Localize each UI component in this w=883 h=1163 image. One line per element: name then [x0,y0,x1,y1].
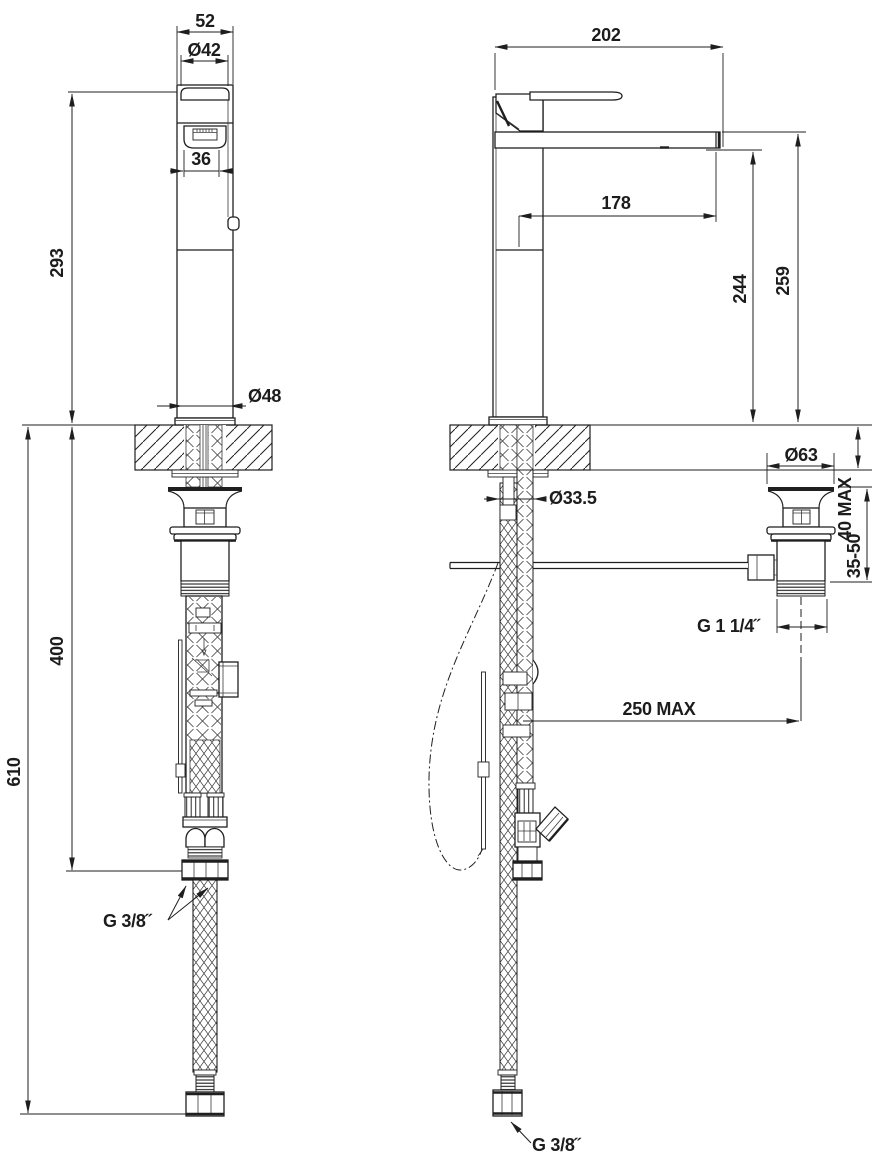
dim-top-width: 52 [195,11,215,31]
dim-height-above-deck: 293 [47,248,67,278]
front-view-dimensions [4,11,281,1114]
popup-waste-side [748,489,835,721]
supply-nut-dome [186,829,205,848]
flexible-supply-hose [193,880,217,1072]
shank-nut [500,505,516,520]
dim-flex-hose-reach: 400 [47,636,67,666]
dim-height-spout-underside: 244 [730,274,750,304]
dim-mounting-hole-diameter: Ø33.5 [549,488,597,508]
hex-nut [182,860,228,880]
popup-waste-front [168,489,242,596]
popup-pull-rod [179,640,183,764]
countertop-front [135,425,272,487]
dim-supply-thread-side: G 3/8˝ [532,1135,581,1155]
under-counter-front [176,596,238,1116]
pull-rod-side [482,672,486,762]
faucet-body-side [489,92,720,425]
dim-supply-thread-front: G 3/8˝ [103,911,152,931]
linkage-bump [533,660,538,684]
waste-thread [181,581,229,596]
control-cable-path [429,563,498,870]
spout [495,132,720,148]
dim-handle-diameter: Ø42 [187,40,221,60]
dim-spout-reach: 178 [601,193,631,213]
threaded-shank [186,425,200,487]
dim-height-overall: 259 [773,266,793,296]
dim-base-diameter: Ø48 [248,386,282,406]
faucet-body-front [175,85,239,425]
dim-waste-flange-diameter: Ø63 [784,445,818,465]
hose-end-nut-side [493,1090,522,1116]
hose-connector [185,797,200,817]
dim-overall-under-reach: 610 [4,757,24,787]
hose-connector [208,797,223,817]
dim-deck-thickness-max: 40 MAX [835,477,855,541]
dim-waste-thread: G 1 1/4˝ [697,616,760,636]
popup-horizontal-rod [450,563,748,569]
linkage-block [219,662,238,697]
valve-nut [513,861,542,880]
rod-joint-block [748,555,774,580]
dim-waste-height-range: 35-50 [844,533,864,579]
under-counter-side [429,425,568,1116]
handle-cap [181,88,229,100]
threaded-shank [208,425,222,487]
lever-handle [530,92,622,100]
dim-aerator-width: 36 [191,149,211,169]
dim-rod-reach-max: 250 MAX [622,699,696,719]
base-plate [175,418,235,425]
lever-end [228,217,239,230]
drain-linkage-tube-side [517,470,533,813]
dim-overall-depth: 202 [591,25,621,45]
waste-thread-side [777,581,825,596]
side-view [429,25,872,1155]
waste-knob [196,510,214,524]
supply-nut-dome [205,829,224,848]
hose-end-nut [186,1092,224,1116]
base-plate-side [489,417,547,425]
front-view [4,11,281,1116]
supply-hose-side [500,483,517,1072]
